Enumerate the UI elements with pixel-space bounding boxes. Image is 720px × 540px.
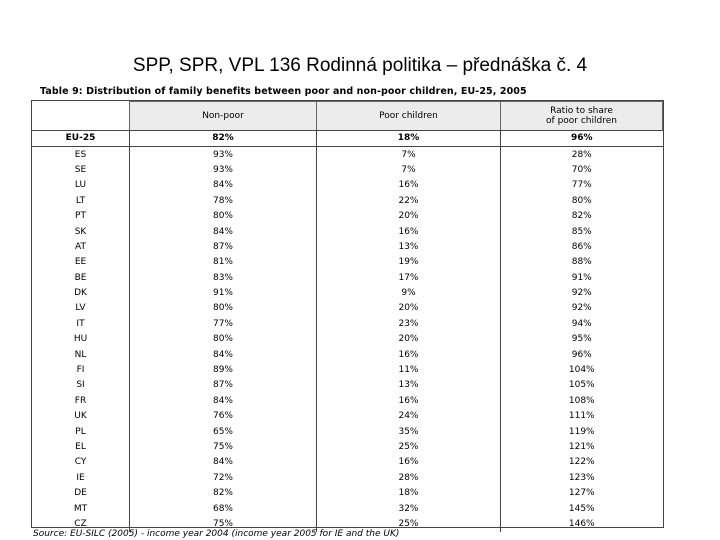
row-country: CZ: [32, 517, 130, 532]
row-non-poor: 75%: [130, 440, 317, 455]
row-ratio: 92%: [571, 303, 592, 314]
row-non-poor: 84%: [130, 224, 317, 239]
row-non-poor: 84%: [130, 455, 317, 470]
row-poor-children: 35%: [317, 424, 501, 439]
row-poor-children: 25%: [317, 440, 501, 455]
row-non-poor: 83%: [130, 271, 317, 286]
row-country: PT: [32, 209, 130, 224]
table-row: [32, 409, 663, 424]
header-country: [32, 102, 130, 131]
benefits-table: [31, 100, 664, 528]
row-ratio: 123%: [568, 472, 595, 483]
row-ratio: 108%: [568, 395, 595, 406]
table-row: [32, 271, 663, 286]
row-poor-children: 16%: [317, 455, 501, 470]
row-country: MT: [32, 501, 130, 516]
row-non-poor: 80%: [130, 209, 317, 224]
row-poor-children: 16%: [317, 178, 501, 193]
row-ratio: 111%: [568, 411, 595, 422]
row-country: FR: [32, 394, 130, 409]
table-row: [32, 486, 663, 501]
row-country: SE: [32, 163, 130, 178]
table-row: [32, 317, 663, 332]
row-country: DE: [32, 486, 130, 501]
row-ratio: 96%: [501, 131, 663, 147]
row-poor-children: 28%: [317, 471, 501, 486]
row-poor-children: 18%: [317, 486, 501, 501]
row-country: FI: [32, 363, 130, 378]
table-body: [32, 131, 663, 533]
table-row: [32, 332, 663, 347]
row-non-poor: 72%: [130, 471, 317, 486]
row-ratio: 70%: [571, 164, 592, 175]
table-row: [32, 286, 663, 301]
table-row: [32, 347, 663, 362]
row-non-poor: 80%: [130, 301, 317, 316]
row-non-poor: 84%: [130, 394, 317, 409]
row-poor-children: 25%: [317, 517, 501, 532]
row-non-poor: 87%: [130, 378, 317, 393]
row-ratio: 122%: [568, 457, 595, 468]
row-ratio: 77%: [571, 180, 592, 191]
table-row: [32, 163, 663, 178]
row-poor-children: 17%: [317, 271, 501, 286]
header-poor-children: Poor children: [317, 102, 501, 131]
row-country: DK: [32, 286, 130, 301]
row-poor-children: 24%: [317, 409, 501, 424]
table-row: [32, 471, 663, 486]
row-non-poor: 76%: [130, 409, 317, 424]
row-poor-children: 18%: [317, 131, 501, 147]
row-non-poor: 77%: [130, 317, 317, 332]
header-ratio-line1: Ratio to share: [550, 106, 613, 116]
row-non-poor: 84%: [130, 347, 317, 362]
row-poor-children: 23%: [317, 317, 501, 332]
row-non-poor: 84%: [130, 178, 317, 193]
row-ratio: 91%: [571, 272, 592, 283]
header-non-poor: Non-poor: [130, 102, 317, 131]
row-country: LU: [32, 178, 130, 193]
row-non-poor: 93%: [130, 163, 317, 178]
row-country: UK: [32, 409, 130, 424]
table-row: [32, 255, 663, 270]
row-poor-children: 7%: [317, 147, 501, 163]
row-ratio: 96%: [571, 349, 592, 360]
row-country: SK: [32, 224, 130, 239]
row-country: HU: [32, 332, 130, 347]
row-ratio: 145%: [568, 503, 595, 514]
row-poor-children: 32%: [317, 501, 501, 516]
row-ratio: 121%: [568, 442, 595, 452]
row-non-poor: 75%: [130, 517, 317, 532]
row-country: AT: [32, 240, 130, 255]
row-poor-children: 13%: [317, 240, 501, 255]
row-country: LT: [32, 194, 130, 209]
row-country: NL: [32, 347, 130, 362]
row-country: LV: [32, 301, 130, 316]
table-row: [32, 224, 663, 239]
slide-title: SPP, SPR, VPL 136 Rodinná politika – přednáška č. 4: [132, 55, 588, 76]
row-non-poor: 82%: [130, 486, 317, 501]
row-country: EU-25: [32, 131, 130, 147]
table-row: [32, 455, 663, 470]
row-ratio: 119%: [568, 426, 595, 437]
header-ratio-line2: of poor children: [546, 116, 617, 126]
row-non-poor: 80%: [130, 332, 317, 347]
table-row: [32, 378, 663, 393]
table-row: [32, 240, 663, 255]
row-ratio: 88%: [571, 257, 592, 268]
row-non-poor: 89%: [130, 363, 317, 378]
table-row: [32, 131, 663, 147]
table-header-row: [32, 102, 663, 131]
row-ratio: 95%: [571, 334, 592, 345]
row-poor-children: 16%: [317, 347, 501, 362]
row-ratio: 86%: [571, 241, 592, 252]
table-row: [32, 363, 663, 378]
row-ratio: 28%: [571, 149, 592, 160]
row-poor-children: 9%: [317, 286, 501, 301]
row-non-poor: 82%: [130, 131, 317, 147]
row-non-poor: 65%: [130, 424, 317, 439]
row-country: PL: [32, 424, 130, 439]
row-poor-children: 22%: [317, 194, 501, 209]
row-non-poor: 81%: [130, 255, 317, 270]
table-row: [32, 424, 663, 439]
row-ratio: 80%: [571, 195, 592, 206]
table-row: [32, 194, 663, 209]
header-ratio: [501, 102, 663, 131]
table-caption: Table 9: Distribution of family benefits between poor and non-poor children, EU-25, 2005: [40, 86, 527, 97]
row-country: IT: [32, 317, 130, 332]
table-row: [32, 209, 663, 224]
row-ratio: 94%: [571, 318, 592, 329]
row-poor-children: 13%: [317, 378, 501, 393]
table-row: [32, 501, 663, 516]
row-country: CY: [32, 455, 130, 470]
table-row: [32, 394, 663, 409]
row-non-poor: 68%: [130, 501, 317, 516]
row-ratio: 146%: [568, 518, 595, 529]
row-non-poor: 91%: [130, 286, 317, 301]
row-poor-children: 16%: [317, 224, 501, 239]
row-ratio: 104%: [568, 365, 595, 376]
row-poor-children: 11%: [317, 363, 501, 378]
row-non-poor: 87%: [130, 240, 317, 255]
table-row: [32, 440, 663, 455]
row-poor-children: 20%: [317, 209, 501, 224]
row-ratio: 105%: [568, 380, 595, 391]
row-poor-children: 7%: [317, 163, 501, 178]
row-non-poor: 78%: [130, 194, 317, 209]
row-ratio: 85%: [571, 226, 592, 237]
row-country: ES: [32, 147, 130, 163]
source-note: Source: EU-SILC (2005) - income year 2004 (income year 2005 for IE and the UK): [33, 529, 400, 539]
table-row: [32, 147, 663, 163]
row-poor-children: 19%: [317, 255, 501, 270]
benefits-table-grid: [32, 101, 663, 532]
row-country: IE: [32, 471, 130, 486]
row-poor-children: 20%: [317, 332, 501, 347]
row-non-poor: 93%: [130, 147, 317, 163]
row-country: EL: [32, 440, 130, 455]
row-country: SI: [32, 378, 130, 393]
table-row: [32, 178, 663, 193]
row-ratio: 127%: [568, 488, 595, 499]
row-country: BE: [32, 271, 130, 286]
row-poor-children: 20%: [317, 301, 501, 316]
row-ratio: 92%: [571, 288, 592, 299]
table-row: [32, 301, 663, 316]
row-country: EE: [32, 255, 130, 270]
row-poor-children: 16%: [317, 394, 501, 409]
row-ratio: 82%: [571, 211, 592, 222]
